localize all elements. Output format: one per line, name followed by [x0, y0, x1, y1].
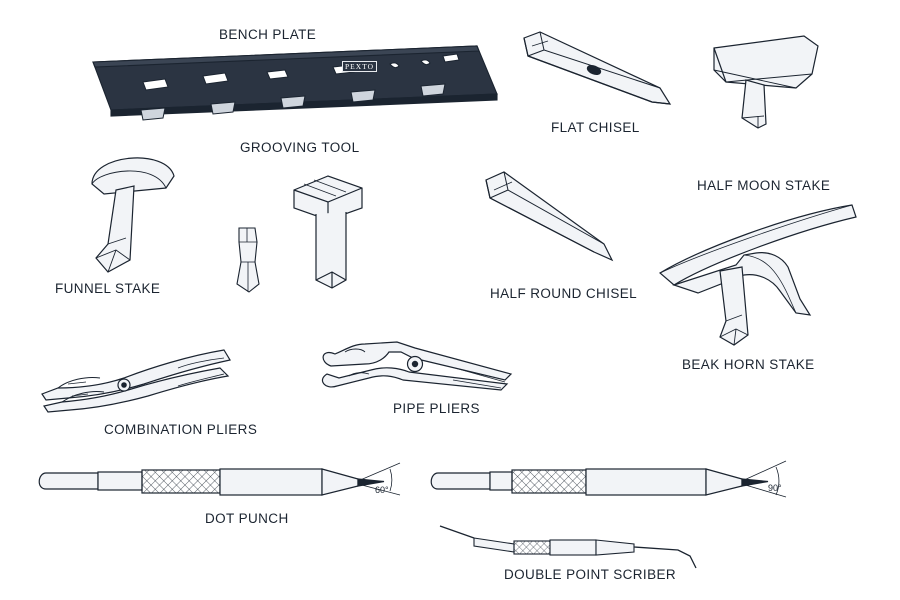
- label-pipe-pliers: PIPE PLIERS: [393, 401, 480, 416]
- grooving-tool-head-detail: [225, 222, 275, 300]
- combination-pliers-illustration: [28, 338, 243, 416]
- center-punch-illustration: [420, 455, 800, 515]
- label-bench-plate: BENCH PLATE: [219, 27, 317, 42]
- flat-chisel-illustration: [510, 30, 690, 120]
- label-dot-punch: DOT PUNCH: [205, 511, 289, 526]
- dot-punch-angle-label: 60°: [375, 485, 389, 495]
- label-combination-pliers: COMBINATION PLIERS: [104, 422, 258, 437]
- center-punch-angle-label: 90°: [768, 483, 782, 493]
- label-grooving-tool: GROOVING TOOL: [240, 140, 360, 155]
- label-half-moon-stake: HALF MOON STAKE: [697, 178, 831, 193]
- double-point-scriber-illustration: [438, 522, 728, 572]
- funnel-stake-illustration: [70, 140, 200, 280]
- label-half-round-chisel: HALF ROUND CHISEL: [490, 286, 638, 301]
- label-double-point-scriber: DOUBLE POINT SCRIBER: [504, 567, 677, 582]
- beak-horn-stake-illustration: [640, 195, 870, 350]
- label-flat-chisel: FLAT CHISEL: [551, 120, 640, 135]
- grooving-tool-illustration: [270, 168, 380, 298]
- label-beak-horn-stake: BEAK HORN STAKE: [682, 357, 815, 372]
- bench-plate-illustration: [85, 42, 505, 122]
- dot-punch-illustration: [28, 455, 398, 515]
- half-round-chisel-illustration: [470, 168, 650, 278]
- half-moon-stake-illustration: [700, 30, 870, 140]
- pipe-pliers-illustration: [305, 332, 520, 402]
- label-funnel-stake: FUNNEL STAKE: [55, 281, 161, 296]
- bench-plate-brand-mark: PEXTO: [342, 61, 377, 72]
